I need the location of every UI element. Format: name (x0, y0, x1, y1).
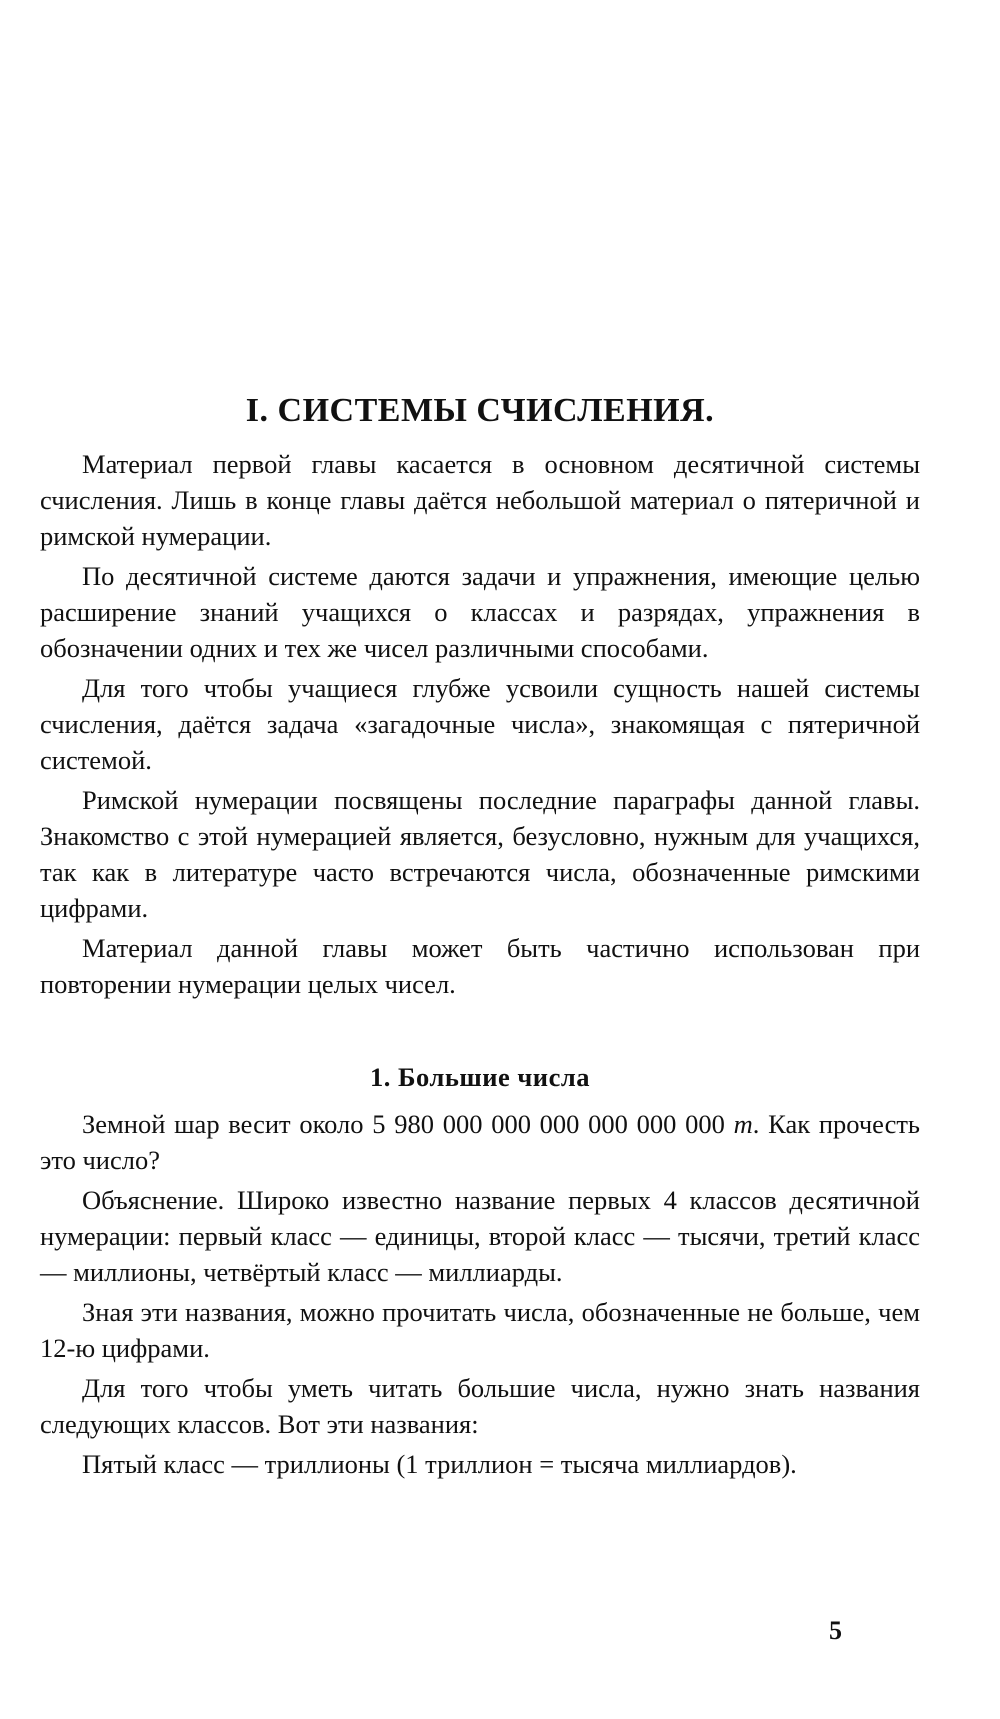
book-page (40, 0, 920, 1719)
intro-paragraph: Материал данной главы может быть частично использован при повторении нумерации целых чисел. (40, 933, 920, 999)
section-paragraph: Для того чтобы уметь читать большие числа, нужно знать названия следующих классов. Вот эти названия: (40, 1373, 920, 1439)
section-paragraph (40, 1106, 920, 1178)
intro-paragraph: Материал первой главы касается в основном десятичной системы счисления. Лишь в конце главы даётся небольшой материал о пятеричной и римской нумерации. (40, 449, 920, 551)
section-body (40, 1106, 920, 1486)
section-paragraph: Зная эти названия, можно прочитать числа, обозначенные не больше, чем 12-ю цифрами. (40, 1297, 920, 1363)
section-title: 1. Большие числа (370, 1062, 590, 1092)
chapter-intro (40, 446, 920, 1006)
chapter-title: I. СИСТЕМЫ СЧИСЛЕНИЯ. (245, 392, 715, 429)
mass-unit: т (733, 1109, 753, 1139)
section-paragraph: Пятый класс — триллионы (1 триллион = тысяча миллиардов). (82, 1449, 797, 1479)
intro-paragraph: Римской нумерации посвящены последние параграфы данной главы. Знакомство с этой нумерацией является, безусловно, нужным для учащихся, так как в литературе часто встречаются числа, обозначенные римскими цифрами. (40, 785, 920, 923)
intro-paragraph: По десятичной системе даются задачи и упражнения, имеющие целью расширение знаний учащихся о классах и разрядах, упражнения в обозначении одних и тех же чисел различными способами. (40, 561, 920, 663)
earth-mass-text: Земной шар весит около 5 980 000 000 000 000 000 000 (82, 1109, 734, 1139)
section-paragraph: Объяснение. Широко известно название первых 4 классов десятичной нумерации: первый класс — единицы, второй класс — тысячи, третий класс — миллионы, четвёртый класс — миллиарды. (40, 1185, 920, 1287)
page-number: 5 (829, 1616, 842, 1645)
question-text: . Как прочесть это число? (40, 1109, 920, 1175)
intro-paragraph: Для того чтобы учащиеся глубже усвоили сущность нашей системы счисления, даётся задача «загадочные числа», знакомящая с пятеричной системой. (40, 673, 920, 775)
